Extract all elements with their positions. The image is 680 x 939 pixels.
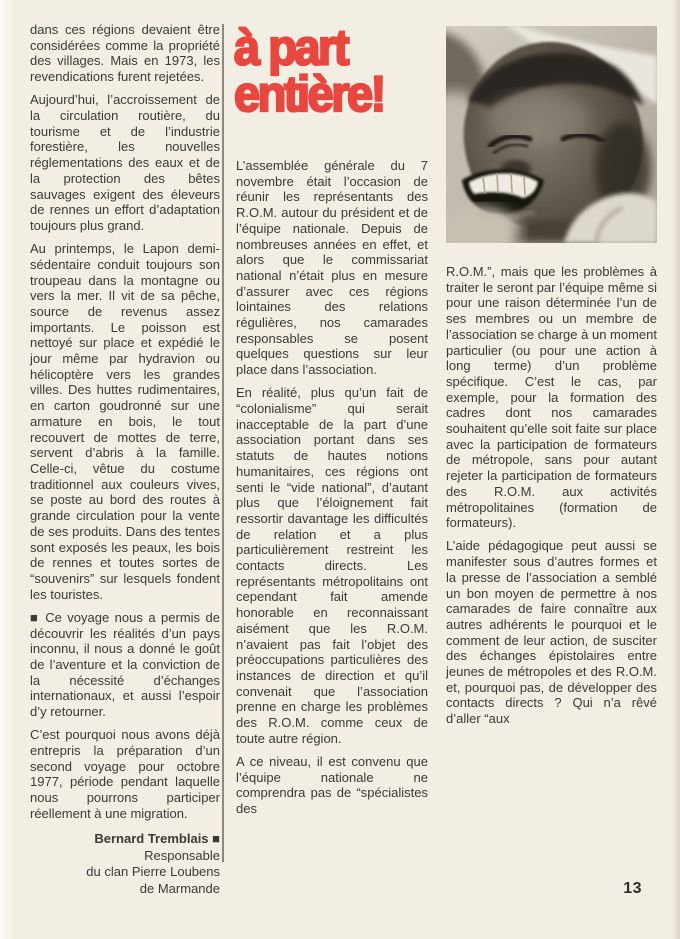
scan-edge-right [672, 0, 680, 939]
scan-edge-left [0, 0, 16, 939]
column-middle [234, 18, 428, 824]
article-title-line1: à part [234, 18, 347, 75]
smiling-child-photo-art [446, 26, 657, 243]
signature-author: Bernard Tremblais ■ [94, 831, 220, 847]
paragraph: L’aide pédagogique peut aussi se manifester sous d’autres formes et la presse de l’association a semblé un bon moyen de permettre à nos camarades de faire connaître aux autres adhérents le pourquoi et le comment de leur action, de susciter des échanges épistolaires entre jeunes de métropoles et des R.O.M. et, pourquoi pas, de développer des contacts directs ? Qui n’a rêvé d’aller “aux [446, 538, 657, 727]
paragraph: En réalité, plus qu’un fait de “colonialisme” qui serait inacceptable de la part d’une association portant dans ses statuts de hautes notions humanitaires, ces régions ont senti le “vide national”, d’autant plus que l’éloignement fait ressortir davantage les difficultés de relation et a plus particulièrement restreint les contacts directs. Les représentants métropolitains ont cependant fait amende honorable en reconnaissant aisément que les R.O.M. n’avaient pas fait l’objet des préoccupations particulières des instances de direction et qu’il convenait que l’association prenne en charge les problèmes des R.O.M. comme ceux de toute autre région. [236, 385, 428, 746]
paragraph: R.O.M.”, mais que les problèmes à traiter le seront par l’équipe même si pour une raison déterminée l’un de ses membres ou un membre de l’association se charge à un moment particulier (ou pour une action à long terme) d’un problème spécifique. C’est le cas, par exemple, pour la formation des cadres dont nos camarades souhaitent qu’elle soit faite sur place avec la participation de formateurs de métropole, sans pour autant rejeter la participation de formateurs des R.O.M. aux activités métropolitaines (formation de formateurs). [446, 264, 658, 531]
paragraph-bullet: ■ Ce voyage nous a permis de découvrir les réalités d’un pays inconnu, il nous a donné le goût de l’aventure et la conviction de la nécessité d’échanges internationaux, et aussi l’espoir d’y retourner. [30, 609, 220, 720]
column-left [30, 22, 220, 897]
paragraph: dans ces régions devaient être considérées comme la propriété des villages. Mais en 1973, les revendications furent rejetées. [30, 22, 220, 85]
paragraph: L’assemblée générale du 7 novembre était l’occasion de réunir les représentants des R.O.M. autour du président et de l’équipe nationale. Depuis de nombreuses années en effet, et alors que le commissariat national n’était plus en mesure d’assurer avec ces régions lointaines des relations régulières, nos camarades responsables se posent quelques questions sur leur place dans l’association. [236, 158, 428, 378]
column-right [446, 26, 657, 734]
page-number: 13 [623, 880, 642, 897]
paragraph: A ce niveau, il est convenu que l’équipe nationale ne comprendra pas de “spécialistes des [236, 754, 428, 817]
article-title [234, 18, 428, 122]
signature-block [30, 831, 220, 897]
signature-role: Responsable [144, 847, 220, 863]
paragraph: Au printemps, le Lapon demi-sédentaire conduit toujours son troupeau dans la montagne ou vers la mer. Il vit de sa pêche, source de revenus assez importants. Le poisson est nettoyé sur place et expédié le jour même par hydravion ou hélicoptère vers les grandes villes. Des huttes rudimentaires, en carton goudronné sur une armature en bois, le tout recouvert de mottes de terre, servent d’abris à la famille. Celle-ci, vêtue du costume traditionnel aux couleurs vives, se poste au bord des routes à grande circulation pour la vente de ses produits. Dans des tentes sont exposés les peaux, les bois de rennes et toutes sortes de “souvenirs” sur lesquels fondent les touristes. [30, 241, 220, 602]
column-divider-rule [222, 24, 224, 862]
signature-city: de Marmande [139, 880, 220, 896]
signature-clan: du clan Pierre Loubens [86, 864, 220, 880]
paragraph: Aujourd’hui, l’accroissement de la circulation routière, du tourisme et de l’industrie forestière, les nouvelles réglementations des eaux et de la protection des bêtes sauvages exigent des éleveurs de rennes un effort d’adaptation toujours plus grand. [30, 92, 220, 233]
article-title-line2: entière! [234, 65, 384, 122]
paragraph: C’est pourquoi nous avons déjà entrepris la préparation d’un second voyage pour octobre 1977, période pendant laquelle nous pourrons participer réellement à une migration. [30, 727, 220, 821]
smiling-child-photo [446, 26, 657, 243]
